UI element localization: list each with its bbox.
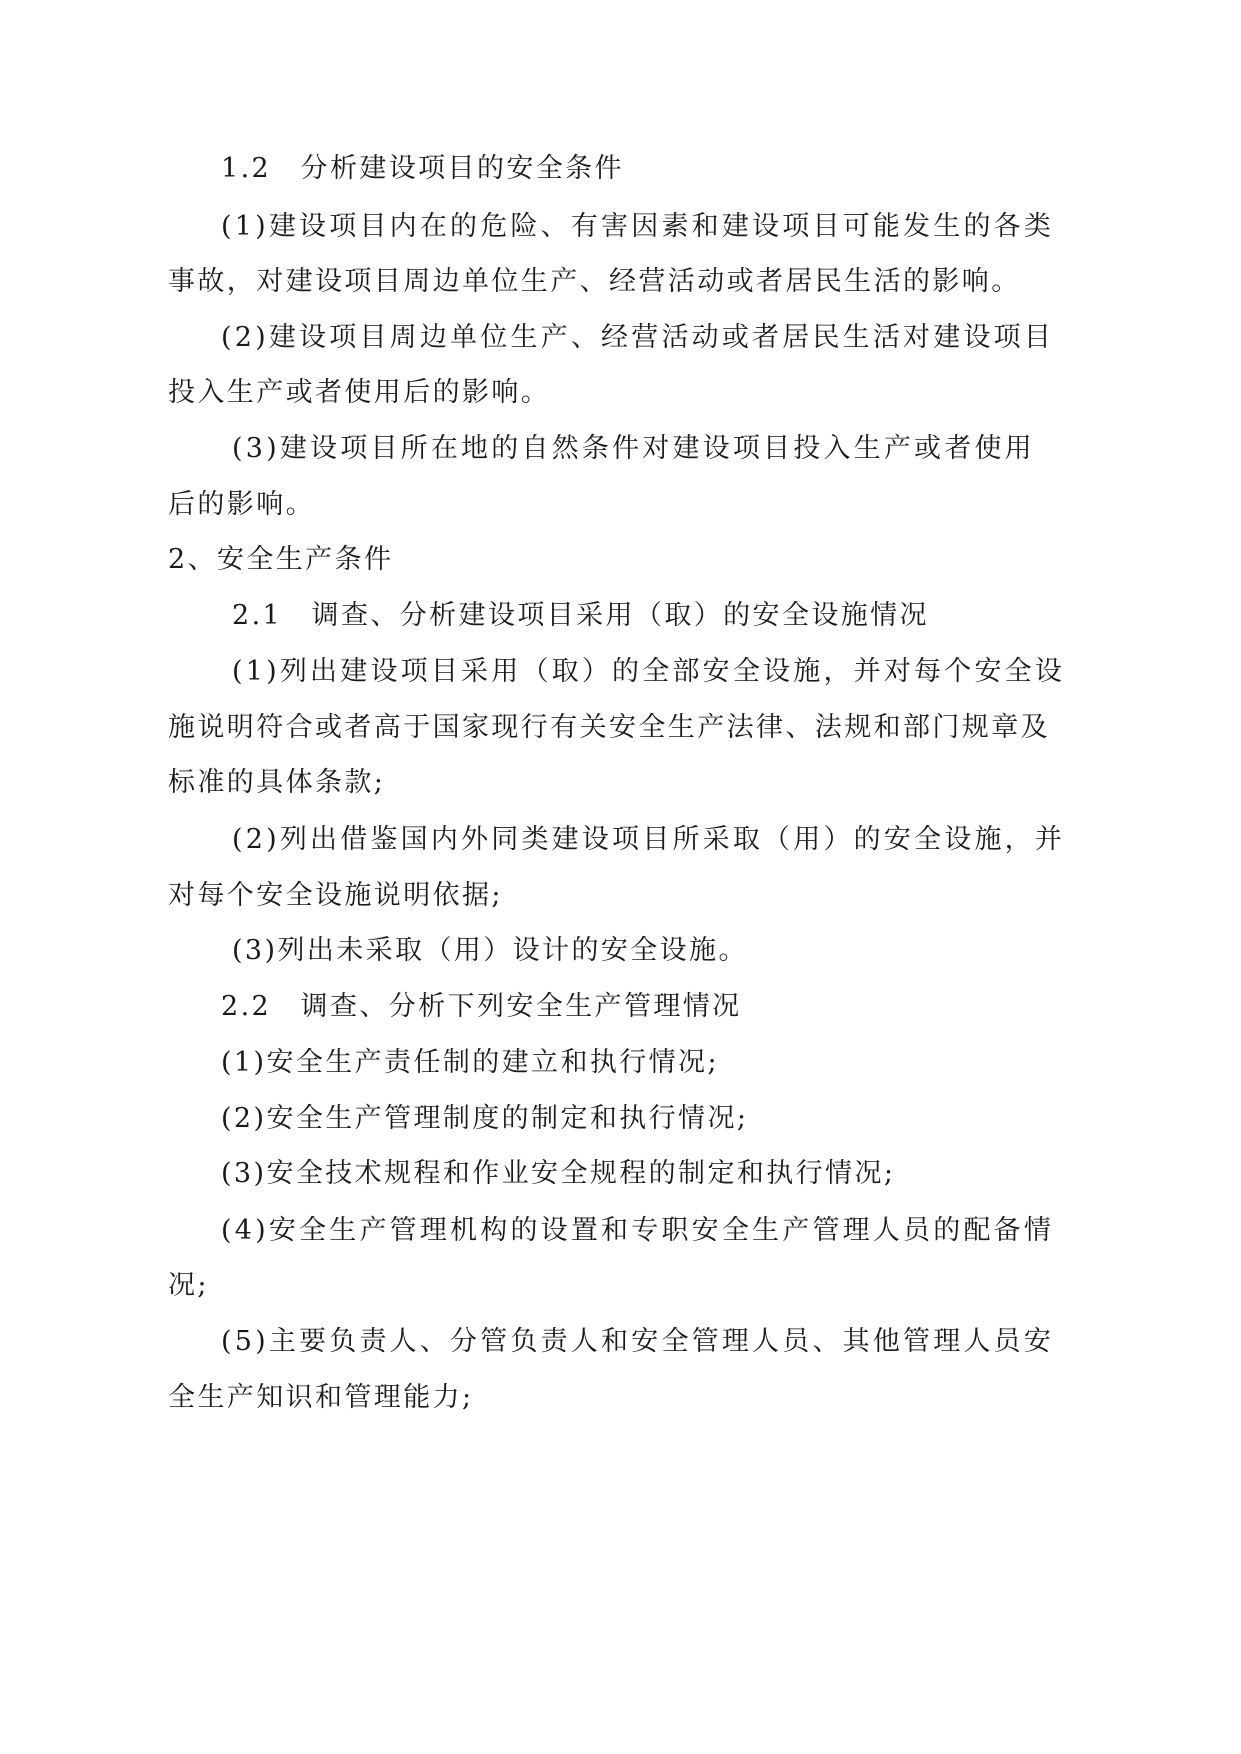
paragraph-line: (2)建设项目周边单位生产、经营活动或者居民生活对建设项目 (221, 322, 1055, 353)
section-heading-2-1: 2.1 调查、分析建设项目采用（取）的安全设施情况 (232, 600, 929, 631)
paragraph-line: (3)列出未采取（用）设计的安全设施。 (232, 935, 748, 966)
paragraph-line: (3)安全技术规程和作业安全规程的制定和执行情况; (221, 1158, 896, 1189)
paragraph-line: 况; (168, 1270, 209, 1301)
paragraph-line: (2)列出借鉴国内外同类建设项目所采取（用）的安全设施，并 (232, 824, 1066, 855)
paragraph-line: (2)安全生产管理制度的制定和执行情况; (221, 1103, 749, 1134)
paragraph-line: 事故，对建设项目周边单位生产、经营活动或者居民生活的影响。 (168, 266, 1021, 297)
paragraph-line: (4)安全生产管理机构的设置和专职安全生产管理人员的配备情 (221, 1215, 1055, 1246)
paragraph-line: 全生产知识和管理能力; (168, 1382, 474, 1413)
paragraph-line: 对每个安全设施说明依据; (168, 880, 503, 911)
section-heading-2-2: 2.2 调查、分析下列安全生产管理情况 (221, 991, 742, 1022)
paragraph-line: (3)建设项目所在地的自然条件对建设项目投入生产或者使用 (232, 433, 1035, 464)
paragraph-line: 施说明符合或者高于国家现行有关安全生产法律、法规和部门规章及 (168, 712, 1050, 743)
section-heading-1-2: 1.2 分析建设项目的安全条件 (221, 153, 624, 184)
paragraph-line: (1)安全生产责任制的建立和执行情况; (221, 1047, 719, 1078)
section-heading-2: 2、安全生产条件 (168, 544, 394, 575)
paragraph-line: (1)建设项目内在的危险、有害因素和建设项目可能发生的各类 (221, 211, 1055, 242)
paragraph-line: 后的影响。 (168, 489, 315, 520)
paragraph-line: (1)列出建设项目采用（取）的全部安全设施，并对每个安全设 (232, 656, 1066, 687)
paragraph-line: 投入生产或者使用后的影响。 (168, 377, 551, 408)
paragraph-line: (5)主要负责人、分管负责人和安全管理人员、其他管理人员安 (221, 1326, 1055, 1357)
paragraph-line: 标准的具体条款; (168, 767, 386, 798)
